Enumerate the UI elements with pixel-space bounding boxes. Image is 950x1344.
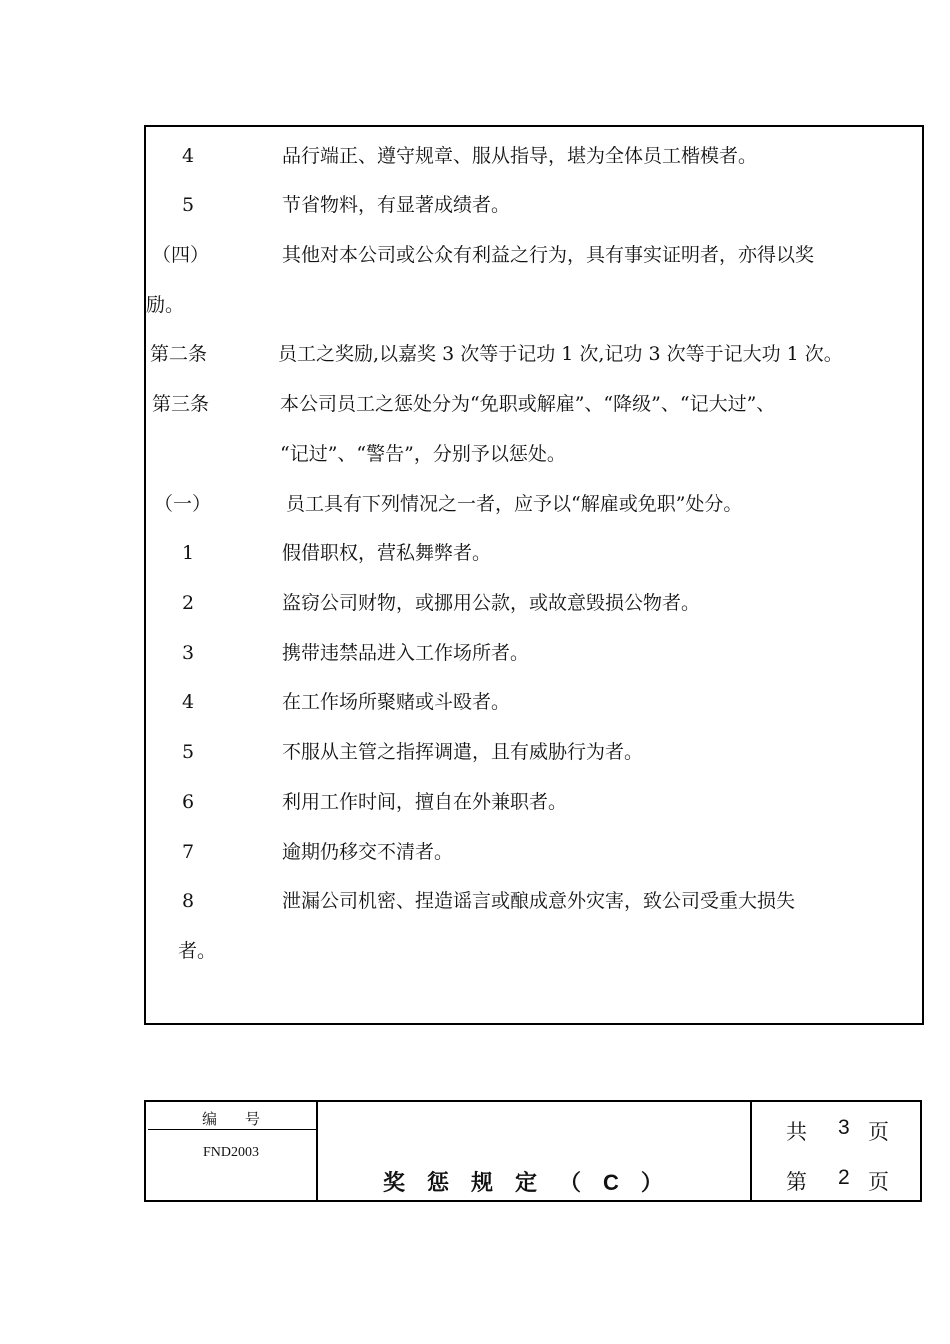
document-title: 奖惩规定（C） <box>383 1170 685 1195</box>
section-number: （四） <box>152 244 210 266</box>
content-frame <box>144 125 924 1025</box>
item-text: 假借职权，营私舞弊者。 <box>282 542 492 564</box>
item-text: 品行端正、遵守规章、服从指导，堪为全体员工楷模者。 <box>282 145 758 167</box>
item-number: 7 <box>182 841 195 863</box>
document-code: FND2003 <box>202 1145 259 1160</box>
item-number: 3 <box>182 642 195 664</box>
section-text: 员工具有下列情况之一者，应予以“解雇或免职”处分。 <box>286 493 743 515</box>
column-divider <box>750 1102 752 1200</box>
current-page-value: 2 <box>838 1166 850 1189</box>
section-text: 其他对本公司或公众有利益之行为，具有事实证明者，亦得以奖 <box>282 244 815 266</box>
item-text: 盗窃公司财物，或挪用公款，或故意毁损公物者。 <box>282 592 701 614</box>
continuation-text: 励。 <box>146 294 185 316</box>
item-text: 泄漏公司机密、捏造谣言或酿成意外灾害，致公司受重大损失 <box>282 890 796 912</box>
item-number: 2 <box>182 592 195 614</box>
item-text: 携带违禁品进入工作场所者。 <box>282 642 530 664</box>
continuation-text: “记过”、“警告”，分别予以惩处。 <box>280 443 566 465</box>
item-number: 8 <box>182 890 195 912</box>
item-number: 5 <box>182 194 195 216</box>
item-number: 1 <box>182 542 195 564</box>
code-label: 编号 <box>201 1110 288 1128</box>
article-number: 第二条 <box>150 343 208 365</box>
item-number: 6 <box>182 791 195 813</box>
document-footer <box>144 1100 922 1202</box>
item-text: 逾期仍移交不清者。 <box>282 841 454 863</box>
item-number: 4 <box>182 691 195 713</box>
current-page-prefix: 第 <box>786 1171 807 1194</box>
item-number: 5 <box>182 741 195 763</box>
total-pages-value: 3 <box>838 1116 850 1139</box>
section-number: （一） <box>154 493 212 515</box>
item-text: 在工作场所聚赌或斗殴者。 <box>282 691 511 713</box>
total-pages-suffix: 页 <box>868 1121 889 1144</box>
total-pages-prefix: 共 <box>786 1121 807 1144</box>
article-text: 本公司员工之惩处分为“免职或解雇”、“降级”、“记大过”、 <box>280 393 776 415</box>
current-page-suffix: 页 <box>868 1171 889 1194</box>
continuation-text: 者。 <box>178 940 217 962</box>
item-text: 节省物料，有显著成绩者。 <box>282 194 511 216</box>
article-text: 员工之奖励,以嘉奖 3 次等于记功 1 次,记功 3 次等于记大功 1 次。 <box>278 343 843 365</box>
item-number: 4 <box>182 145 195 167</box>
item-text: 利用工作时间，擅自在外兼职者。 <box>282 791 568 813</box>
item-text: 不服从主管之指挥调遣，且有威胁行为者。 <box>282 741 644 763</box>
code-divider <box>148 1129 316 1130</box>
article-number: 第三条 <box>152 393 210 415</box>
